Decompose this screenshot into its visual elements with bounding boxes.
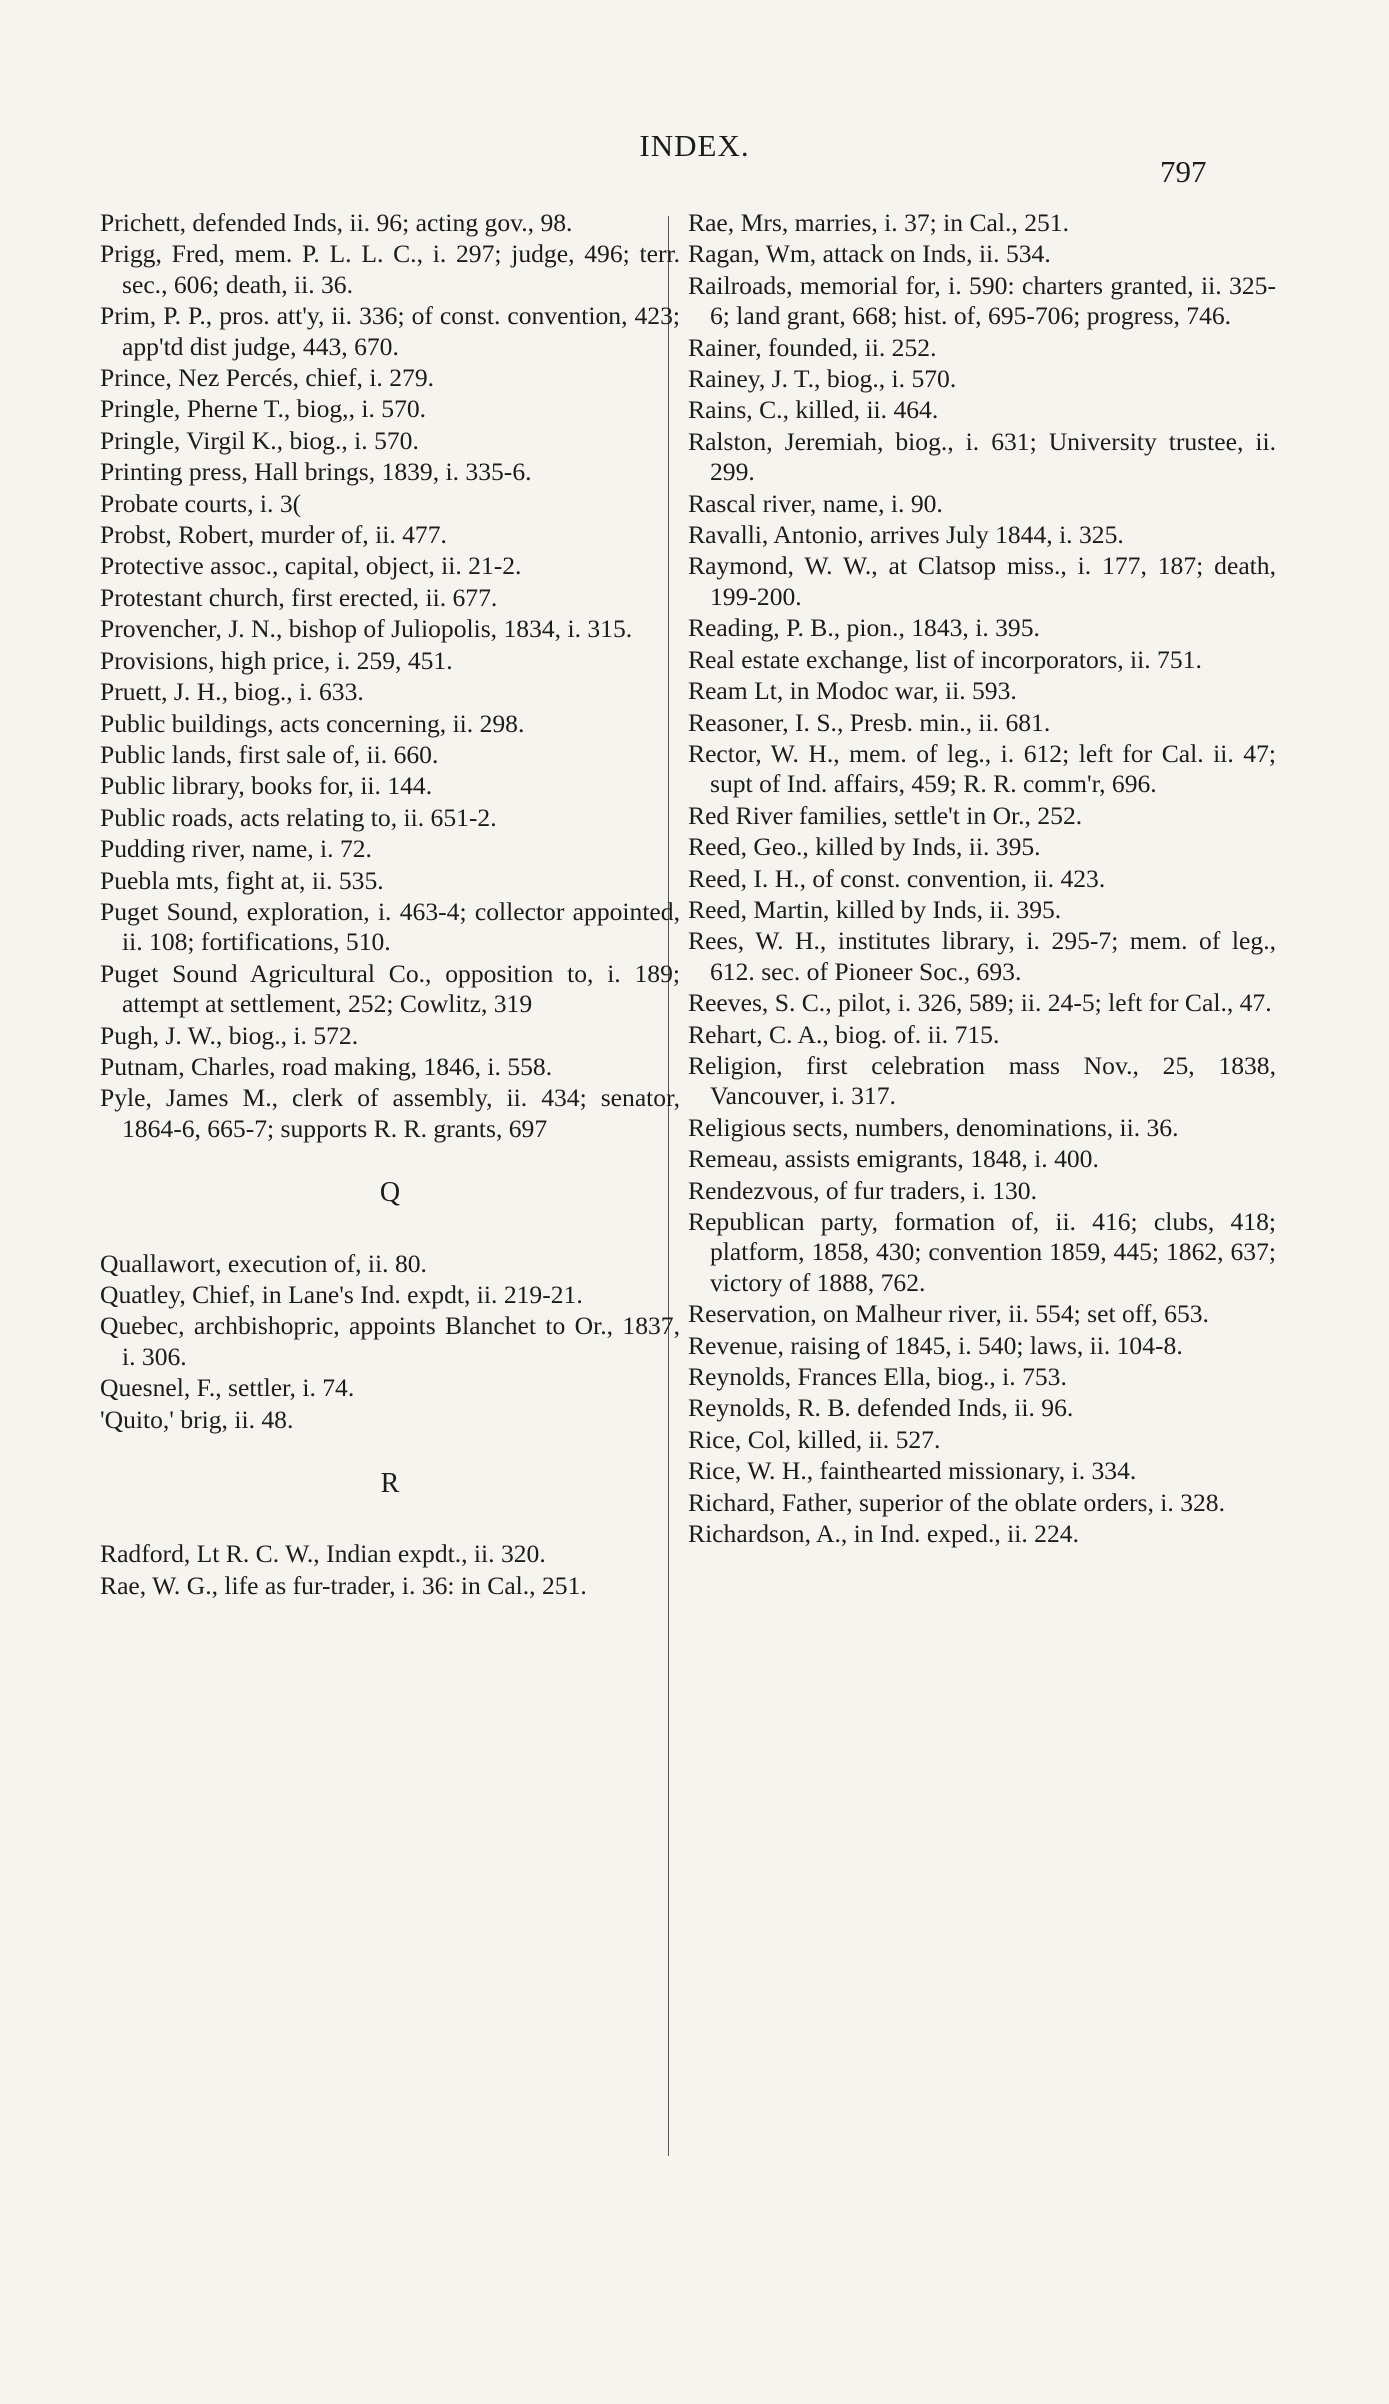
index-entry: Ream Lt, in Modoc war, ii. 593. (688, 676, 1017, 706)
index-entry: Rainer, founded, ii. 252. (688, 332, 937, 362)
page-title: INDEX. (639, 128, 750, 163)
index-entry: Remeau, assists emigrants, 1848, i. 400. (688, 1144, 1099, 1174)
index-entry: Reynolds, Frances Ella, biog., i. 753. (688, 1362, 1067, 1392)
index-entry: Prichett, defended Inds, ii. 96; acting gov., 98. (100, 208, 573, 237)
index-entry: Railroads, memorial for, i. 590: charters granted, ii. 325-6; land grant, 668; hist. of, 695-706; progress, 746. (688, 270, 1276, 331)
index-entry: Probate courts, i. 3( (100, 488, 302, 518)
index-entry: Richardson, A., in Ind. exped., ii. 224. (688, 1519, 1079, 1549)
index-entry: Reed, Geo., killed by Inds, ii. 395. (688, 832, 1041, 862)
index-entry: Ravalli, Antonio, arrives July 1844, i. 325. (688, 520, 1124, 550)
index-entry: Pugh, J. W., biog., i. 572. (100, 1020, 359, 1050)
index-entry: Probst, Robert, murder of, ii. 477. (100, 520, 447, 550)
index-entry: Puebla mts, fight at, ii. 535. (100, 865, 384, 895)
index-entry: Rae, Mrs, marries, i. 37; in Cal., 251. (688, 208, 1070, 237)
index-entry: Rae, W. G., life as fur-trader, i. 36: in Cal., 251. (100, 1570, 587, 1600)
index-entry: Rendezvous, of fur traders, i. 130. (688, 1175, 1037, 1205)
index-entry: Quallawort, execution of, ii. 80. (100, 1248, 427, 1278)
index-entry: Richard, Father, superior of the oblate orders, i. 328. (688, 1487, 1226, 1517)
index-entry: Quebec, archbishopric, appoints Blanchet to Or., 1837, i. 306. (100, 1311, 680, 1371)
index-entry: Rice, W. H., fainthearted missionary, i. 334. (688, 1456, 1137, 1486)
index-entry: Provisions, high price, i. 259, 451. (100, 645, 453, 675)
index-entry: Reservation, on Malheur river, ii. 554; set off, 653. (688, 1299, 1209, 1329)
index-entry: Red River families, settle't in Or., 252. (688, 800, 1083, 830)
index-entry: Prince, Nez Percés, chief, i. 279. (100, 363, 435, 393)
index-entry: Rees, W. H., institutes library, i. 295-7; mem. of leg., 612. sec. of Pioneer Soc., 693. (688, 926, 1276, 986)
index-entry: Reed, I. H., of const. convention, ii. 423. (688, 863, 1106, 893)
index-entry: Real estate exchange, list of incorporators, ii. 751. (688, 644, 1202, 674)
index-entry: Pudding river, name, i. 72. (100, 834, 372, 864)
index-entry: Public library, books for, ii. 144. (100, 771, 433, 801)
index-entry: Raymond, W. W., at Clatsop miss., i. 177, 187; death, 199-200. (688, 551, 1276, 611)
index-entry: Reasoner, I. S., Presb. min., ii. 681. (688, 707, 1051, 737)
index-entry: Prigg, Fred, mem. P. L. L. C., i. 297; judge, 496; terr. sec., 606; death, ii. 36. (100, 239, 680, 299)
index-entry: Pringle, Virgil K., biog., i. 570. (100, 425, 419, 455)
index-entry: Pyle, James M., clerk of assembly, ii. 434; senator, 1864-6, 665-7; supports R. R. grants, 697 (100, 1083, 680, 1143)
entries-q-list (100, 1249, 680, 1435)
index-entry: Reynolds, R. B. defended Inds, ii. 96. (688, 1393, 1074, 1423)
index-entry: Religious sects, numbers, denominations, ii. 36. (688, 1112, 1179, 1142)
entries-r-continued-list (688, 208, 1276, 1549)
index-entry: Quesnel, F., settler, i. 74. (100, 1373, 355, 1403)
index-entry: Pringle, Pherne T., biog,, i. 570. (100, 394, 427, 424)
section-heading-q: Q (379, 1177, 401, 1209)
index-entry: Rector, W. H., mem. of leg., i. 612; left for Cal. ii. 47; supt of Ind. affairs, 459; R. R. comm'r, 696. (688, 738, 1276, 799)
index-entry: Protective assoc., capital, object, ii. 21-2. (100, 551, 522, 581)
index-entry: Ragan, Wm, attack on Inds, ii. 534. (688, 239, 1051, 269)
index-entry: 'Quito,' brig, ii. 48. (100, 1404, 294, 1434)
index-entry: Rascal river, name, i. 90. (688, 488, 943, 518)
page-number: 797 (1160, 154, 1207, 189)
index-entry: Republican party, formation of, ii. 416; clubs, 418; platform, 1858, 430; convention 1859, 445; 1862, 637; victory of 1888, 762. (688, 1207, 1276, 1297)
index-entry: Rice, Col, killed, ii. 527. (688, 1424, 941, 1454)
index-entry: Reading, P. B., pion., 1843, i. 395. (688, 613, 1040, 643)
index-entry: Prim, P. P., pros. att'y, ii. 336; of const. convention, 423; app'td dist judge, 443, 670. (100, 301, 680, 361)
index-entry: Reed, Martin, killed by Inds, ii. 395. (688, 894, 1062, 924)
index-entry: Printing press, Hall brings, 1839, i. 335-6. (100, 457, 532, 487)
index-entry: Public buildings, acts concerning, ii. 298. (100, 708, 525, 738)
entries-r-list (100, 1539, 680, 1601)
index-entry: Public roads, acts relating to, ii. 651-2. (100, 802, 497, 832)
index-entry: Quatley, Chief, in Lane's Ind. expdt, ii. 219-21. (100, 1280, 583, 1309)
entries-p-list (100, 208, 680, 1144)
index-entry: Putnam, Charles, road making, 1846, i. 558. (100, 1051, 553, 1081)
section-heading-r: R (380, 1468, 400, 1500)
index-entry: Rehart, C. A., biog. of. ii. 715. (688, 1019, 1000, 1049)
index-entry: Pruett, J. H., biog., i. 633. (100, 677, 364, 707)
page-header (0, 128, 1389, 188)
index-entry: Reeves, S. C., pilot, i. 326, 589; ii. 24-5; left for Cal., 47. (688, 988, 1272, 1018)
index-entry: Religion, first celebration mass Nov., 25, 1838, Vancouver, i. 317. (688, 1050, 1276, 1111)
index-entry: Protestant church, first erected, ii. 677. (100, 582, 498, 612)
index-entry: Rains, C., killed, ii. 464. (688, 395, 939, 425)
index-entry: Puget Sound, exploration, i. 463-4; collector appointed, ii. 108; fortifications, 510. (100, 896, 680, 957)
index-entry: Revenue, raising of 1845, i. 540; laws, ii. 104-8. (688, 1330, 1183, 1360)
index-entry: Ralston, Jeremiah, biog., i. 631; University trustee, ii. 299. (688, 426, 1276, 487)
left-column (100, 208, 680, 1602)
index-entry: Rainey, J. T., biog., i. 570. (688, 364, 957, 394)
index-entry: Puget Sound Agricultural Co., opposition to, i. 189; attempt at settlement, 252; Cowlitz, 319 (100, 958, 680, 1019)
right-column (688, 208, 1276, 1550)
index-entry: Radford, Lt R. C. W., Indian expdt., ii. 320. (100, 1539, 546, 1569)
index-entry: Provencher, J. N., bishop of Juliopolis, 1834, i. 315. (100, 614, 633, 644)
index-entry: Public lands, first sale of, ii. 660. (100, 739, 439, 769)
